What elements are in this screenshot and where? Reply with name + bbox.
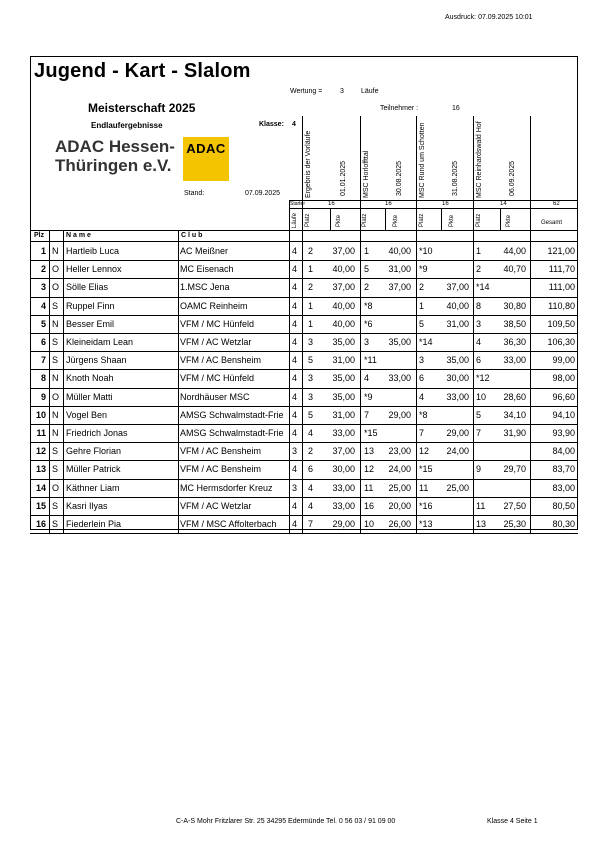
row-line xyxy=(30,406,578,407)
category: O xyxy=(52,391,60,402)
rank: 13 xyxy=(35,464,46,475)
total-points: 94,10 xyxy=(552,409,575,420)
runs-count: 4 xyxy=(292,464,298,475)
row-line xyxy=(30,278,578,279)
total-points: 110,80 xyxy=(548,300,575,311)
rank: 3 xyxy=(40,282,46,293)
platz-4: 11 xyxy=(476,500,486,511)
platz-3: *16 xyxy=(419,500,433,511)
category: N xyxy=(52,246,59,256)
laeufe-label: Läufe xyxy=(361,88,379,95)
platz-1: 4 xyxy=(308,500,314,511)
rank: 2 xyxy=(40,264,46,275)
total-points: 98,00 xyxy=(552,373,575,384)
points-1: 40,00 xyxy=(332,318,355,329)
points-1: 37,00 xyxy=(332,246,355,256)
row-line xyxy=(30,479,578,480)
points-1: 35,00 xyxy=(332,337,355,347)
points-4: 29,70 xyxy=(503,464,526,475)
footer-address: C-A-S Mohr Fritzlarer Str. 25 34295 Edermünde Tel. 0 56 03 / 91 09 00 xyxy=(176,818,396,825)
rank: 9 xyxy=(40,391,46,402)
platz-1: 1 xyxy=(308,318,314,329)
row-line xyxy=(30,369,578,370)
points-4: 36,30 xyxy=(503,337,526,347)
club-name: VFM / MC Hünfeld xyxy=(180,373,255,384)
points-3: 33,00 xyxy=(446,391,469,402)
points-3: 25,00 xyxy=(446,482,469,493)
points-3: 30,00 xyxy=(446,373,469,384)
category: N xyxy=(52,318,59,329)
points-2: 20,00 xyxy=(388,500,411,511)
platz-1: 1 xyxy=(308,264,314,275)
platz-1: 5 xyxy=(308,409,314,420)
points-2: 24,00 xyxy=(388,464,411,475)
points-1: 31,00 xyxy=(332,409,355,420)
starter-label: Starter xyxy=(290,201,306,207)
points-1: 30,00 xyxy=(332,464,355,475)
club-name: OAMC Reinheim xyxy=(180,300,248,311)
category: S xyxy=(52,519,59,529)
points-4: 27,50 xyxy=(503,500,526,511)
platz-2: 2 xyxy=(364,282,370,293)
points-4: 44,00 xyxy=(503,246,526,256)
platz-2: *11 xyxy=(364,355,377,366)
category: O xyxy=(52,482,60,493)
event-date: 01.01.2025 xyxy=(340,160,347,196)
platz-label: Platz xyxy=(305,213,311,227)
rank: 10 xyxy=(35,409,46,420)
rank: 11 xyxy=(36,428,46,438)
driver-name: Hartleib Luca xyxy=(66,246,120,256)
club-name: VFM / AC Wetzlar xyxy=(180,337,252,347)
platz-1: 3 xyxy=(308,337,314,347)
points-1: 40,00 xyxy=(332,300,355,311)
club-name: VFM / AC Bensheim xyxy=(180,446,262,457)
platz-label: Platz xyxy=(362,213,368,227)
points-1: 35,00 xyxy=(332,391,355,402)
points-3: 35,00 xyxy=(446,355,469,366)
platz-1: 4 xyxy=(308,482,314,493)
club-name: VFM / AC Wetzlar xyxy=(180,500,252,511)
platz-1: 5 xyxy=(308,355,314,366)
points-2: 33,00 xyxy=(388,373,411,384)
points-1: 40,00 xyxy=(332,264,355,275)
category: S xyxy=(52,355,59,366)
platz-3: 5 xyxy=(419,318,425,329)
starter-count: 16 xyxy=(328,201,335,207)
platz-2: *8 xyxy=(364,300,373,311)
points-4: 33,00 xyxy=(503,355,526,366)
platz-label: Platz xyxy=(419,213,425,227)
driver-name: Vogel Ben xyxy=(66,409,108,420)
points-2: 25,00 xyxy=(388,482,411,493)
header-line xyxy=(30,241,578,242)
driver-name: Müller Patrick xyxy=(66,464,121,475)
row-line xyxy=(30,315,578,316)
driver-name: Käthner Liam xyxy=(66,482,120,493)
club-name: MC Hermsdorfer Kreuz xyxy=(180,482,273,493)
pkte-label: Pkte xyxy=(506,214,512,227)
club-name: MC Eisenach xyxy=(180,264,234,275)
total-points: 121,00 xyxy=(547,246,575,256)
club-name: 1.MSC Jena xyxy=(180,282,230,293)
points-1: 37,00 xyxy=(332,282,355,293)
total-points: 109,50 xyxy=(547,318,575,329)
runs-count: 4 xyxy=(292,355,298,366)
rank: 1 xyxy=(40,246,46,256)
category: N xyxy=(52,428,59,438)
driver-name: Gehre Florian xyxy=(66,446,122,457)
row-line xyxy=(30,333,578,334)
platz-3: 4 xyxy=(419,391,425,402)
column-divider xyxy=(289,230,290,533)
platz-4: 8 xyxy=(476,300,482,311)
points-3: 31,00 xyxy=(446,318,469,329)
platz-1: 1 xyxy=(308,300,314,311)
sub-divider xyxy=(441,208,442,230)
starter-count: 16 xyxy=(385,201,392,207)
club-name: AMSG Schwalmstadt-Frie xyxy=(180,409,284,420)
platz-label: Platz xyxy=(476,213,482,227)
print-timestamp: Ausdruck: 07.09.2025 10:01 xyxy=(445,14,533,21)
platz-3: *10 xyxy=(419,246,433,256)
rank: 8 xyxy=(40,373,46,384)
platz-2: *6 xyxy=(364,318,373,329)
platz-3: 3 xyxy=(419,355,425,366)
runs-count: 3 xyxy=(292,482,298,493)
category: N xyxy=(52,409,59,420)
pkte-label: Pkte xyxy=(393,214,399,227)
runs-count: 4 xyxy=(292,337,298,347)
runs-count: 4 xyxy=(292,391,298,402)
laeufe-col-label: Läufe xyxy=(292,212,298,228)
starter-count: 62 xyxy=(553,201,560,207)
total-points: 93,90 xyxy=(552,428,575,438)
stand-label: Stand: xyxy=(184,190,205,197)
rank: 16 xyxy=(35,519,46,529)
event-date: 31.08.2025 xyxy=(452,160,459,196)
points-4: 30,80 xyxy=(503,300,526,311)
platz-4: 10 xyxy=(476,391,487,402)
class-label: Klasse: xyxy=(259,121,284,128)
row-line xyxy=(30,533,578,534)
points-2: 35,00 xyxy=(388,337,411,347)
total-points: 99,00 xyxy=(552,355,575,366)
runs-count: 4 xyxy=(292,519,298,529)
platz-3: 6 xyxy=(419,373,425,384)
category: S xyxy=(52,464,59,475)
event-divider xyxy=(473,116,474,533)
runs-count: 4 xyxy=(292,300,298,311)
platz-3: 11 xyxy=(419,482,429,493)
points-4: 34,10 xyxy=(503,409,526,420)
points-1: 33,00 xyxy=(332,500,355,511)
club-name: VFM / AC Bensheim xyxy=(180,464,262,475)
points-2: 29,00 xyxy=(388,409,411,420)
platz-2: 12 xyxy=(364,464,375,475)
runs-count: 4 xyxy=(292,318,298,329)
footer-page: Klasse 4 Seite 1 xyxy=(487,818,538,825)
platz-3: *13 xyxy=(419,519,433,529)
participants-label: Teilnehmer : xyxy=(380,105,419,112)
runs-count: 4 xyxy=(292,246,298,256)
event-date: 06.09.2025 xyxy=(509,160,516,196)
pkte-label: Pkte xyxy=(336,214,342,227)
event-name: MSC Reinhardswald Hof xyxy=(476,121,483,198)
category: S xyxy=(52,500,59,511)
runs-count: 4 xyxy=(292,428,298,438)
platz-1: 7 xyxy=(308,519,314,529)
points-1: 33,00 xyxy=(332,482,355,493)
platz-4: 6 xyxy=(476,355,482,366)
category: S xyxy=(52,300,59,311)
platz-3: *14 xyxy=(419,337,433,347)
platz-3: 12 xyxy=(419,446,430,457)
club-name: AMSG Schwalmstadt-Frie xyxy=(180,428,284,438)
club-logo xyxy=(55,137,175,175)
runs-count: 4 xyxy=(292,264,298,275)
driver-name: Sölle Elias xyxy=(66,282,109,293)
row-line xyxy=(30,442,578,443)
platz-3: 7 xyxy=(419,428,425,438)
adac-logo xyxy=(183,137,229,181)
platz-2: 3 xyxy=(364,337,370,347)
platz-1: 2 xyxy=(308,446,314,457)
starter-count: 16 xyxy=(442,201,449,207)
runs-count: 4 xyxy=(292,500,298,511)
rank: 4 xyxy=(40,300,46,311)
header-club: C l u b xyxy=(181,232,203,239)
club-name: AC Meißner xyxy=(180,246,229,256)
driver-name: Knoth Noah xyxy=(66,373,114,384)
total-points: 83,00 xyxy=(552,482,575,493)
total-points: 83,70 xyxy=(552,464,575,475)
category: O xyxy=(52,282,60,293)
points-3: 37,00 xyxy=(446,282,469,293)
platz-2: 11 xyxy=(364,482,374,493)
points-2: 23,00 xyxy=(388,446,411,457)
results-subtitle: Endlaufergebnisse xyxy=(91,121,163,130)
driver-name: Jürgens Shaan xyxy=(66,355,127,366)
platz-1: 2 xyxy=(308,282,314,293)
total-points: 111,70 xyxy=(548,264,575,275)
platz-4: 7 xyxy=(476,428,482,438)
platz-2: 5 xyxy=(364,264,370,275)
runs-count: 4 xyxy=(292,409,298,420)
rank: 15 xyxy=(35,500,46,511)
category: S xyxy=(52,446,59,457)
category: S xyxy=(52,337,59,347)
sub-divider xyxy=(330,208,331,230)
driver-name: Kasri Ilyas xyxy=(66,500,108,511)
column-divider xyxy=(63,230,64,533)
platz-4: 2 xyxy=(476,264,482,275)
platz-3: *9 xyxy=(419,264,428,275)
points-2: 26,00 xyxy=(388,519,411,529)
event-divider xyxy=(360,116,361,533)
category: O xyxy=(52,264,60,275)
points-3: 40,00 xyxy=(446,300,469,311)
points-2: 37,00 xyxy=(388,282,411,293)
row-line xyxy=(30,297,578,298)
participants-value: 16 xyxy=(452,105,460,112)
driver-name: Besser Emil xyxy=(66,318,115,329)
class-value: 4 xyxy=(292,121,296,128)
event-date: 30.08.2025 xyxy=(396,160,403,196)
column-divider xyxy=(49,230,50,533)
club-name: VFM / AC Bensheim xyxy=(180,355,262,366)
row-line xyxy=(30,460,578,461)
header-name: N a m e xyxy=(66,232,91,239)
event-name: MSC Horloffttal xyxy=(363,150,370,198)
starter-count: 14 xyxy=(500,201,507,207)
club-name: VFM / MSC Affolterbach xyxy=(180,519,277,529)
platz-2: 13 xyxy=(364,446,375,457)
platz-3: *8 xyxy=(419,409,428,420)
platz-4: 9 xyxy=(476,464,482,475)
platz-2: 1 xyxy=(364,246,370,256)
platz-4: 1 xyxy=(476,246,482,256)
driver-name: Ruppel Finn xyxy=(66,300,115,311)
platz-3: 1 xyxy=(419,300,425,311)
club-name: Nordhäuser MSC xyxy=(180,391,250,402)
points-4: 31,90 xyxy=(503,428,526,438)
header-line xyxy=(289,208,578,209)
platz-1: 2 xyxy=(308,246,314,256)
row-line xyxy=(30,515,578,516)
category: N xyxy=(52,373,59,384)
points-4: 38,50 xyxy=(503,318,526,329)
total-points: 84,00 xyxy=(552,446,575,457)
club-name: VFM / MC Hünfeld xyxy=(180,318,255,329)
platz-1: 3 xyxy=(308,391,314,402)
points-2: 31,00 xyxy=(388,264,411,275)
platz-2: 4 xyxy=(364,373,370,384)
rank: 12 xyxy=(35,446,46,457)
platz-1: 6 xyxy=(308,464,314,475)
points-1: 29,00 xyxy=(332,519,355,529)
championship-title: Meisterschaft 2025 xyxy=(88,101,196,115)
points-1: 31,00 xyxy=(332,355,355,366)
runs-count: 4 xyxy=(292,373,298,384)
points-1: 35,00 xyxy=(332,373,355,384)
driver-name: Heller Lennox xyxy=(66,264,122,275)
row-line xyxy=(30,260,578,261)
page-title: Jugend - Kart - Slalom xyxy=(34,60,251,82)
header-plz: Plz xyxy=(34,232,45,239)
platz-1: 3 xyxy=(308,373,314,384)
platz-4: 5 xyxy=(476,409,482,420)
platz-4: *14 xyxy=(476,282,490,293)
driver-name: Kleineidam Lean xyxy=(66,337,134,347)
adac-logo-text: ADAC xyxy=(186,141,226,156)
runs-count: 3 xyxy=(292,446,298,457)
platz-4: 13 xyxy=(476,519,487,529)
rank: 7 xyxy=(40,355,46,366)
row-line xyxy=(30,424,578,425)
total-points: 106,30 xyxy=(547,337,575,347)
row-line xyxy=(30,351,578,352)
pkte-label: Pkte xyxy=(449,214,455,227)
platz-2: *9 xyxy=(364,391,373,402)
event-name: MSC Rund um Schotten xyxy=(419,122,426,198)
total-points: 80,50 xyxy=(552,500,575,511)
platz-2: 16 xyxy=(364,500,375,511)
points-4: 25,30 xyxy=(503,519,526,529)
platz-3: 2 xyxy=(419,282,425,293)
wertung-label: Wertung = xyxy=(290,88,323,95)
rank: 14 xyxy=(35,482,46,493)
points-3: 24,00 xyxy=(446,446,469,457)
sub-divider xyxy=(385,208,386,230)
logo-line-2: Thüringen e.V. xyxy=(55,156,172,175)
row-line xyxy=(30,497,578,498)
platz-2: *15 xyxy=(364,428,378,438)
logo-line-1: ADAC Hessen- xyxy=(55,137,175,156)
header-line xyxy=(30,230,578,231)
event-divider xyxy=(416,116,417,533)
platz-4: 3 xyxy=(476,318,482,329)
points-1: 33,00 xyxy=(332,428,355,438)
points-2: 40,00 xyxy=(388,246,411,256)
points-1: 37,00 xyxy=(332,446,355,457)
row-line xyxy=(30,388,578,389)
event-divider xyxy=(302,116,303,533)
driver-name: Friedrich Jonas xyxy=(66,428,128,438)
wertung-value: 3 xyxy=(340,88,344,95)
event-name: Ergebnis der Vorläufe xyxy=(305,130,312,198)
rank: 6 xyxy=(40,337,46,347)
stand-value: 07.09.2025 xyxy=(245,190,281,197)
platz-4: *12 xyxy=(476,373,490,384)
points-3: 29,00 xyxy=(446,428,469,438)
platz-4: 4 xyxy=(476,337,482,347)
total-points: 111,00 xyxy=(548,282,575,293)
points-4: 40,70 xyxy=(503,264,526,275)
runs-count: 4 xyxy=(292,282,298,293)
platz-2: 7 xyxy=(364,409,370,420)
driver-name: Fiederlein Pia xyxy=(66,519,122,529)
driver-name: Müller Matti xyxy=(66,391,113,402)
rank: 5 xyxy=(40,318,46,329)
platz-1: 4 xyxy=(308,428,314,438)
column-divider xyxy=(178,230,179,533)
platz-3: *15 xyxy=(419,464,433,475)
platz-2: 10 xyxy=(364,519,375,529)
total-points: 96,60 xyxy=(552,391,575,402)
sub-divider xyxy=(500,208,501,230)
total-points: 80,30 xyxy=(552,519,575,529)
points-4: 28,60 xyxy=(503,391,526,402)
gesamt-label: Gesamt xyxy=(541,220,563,226)
